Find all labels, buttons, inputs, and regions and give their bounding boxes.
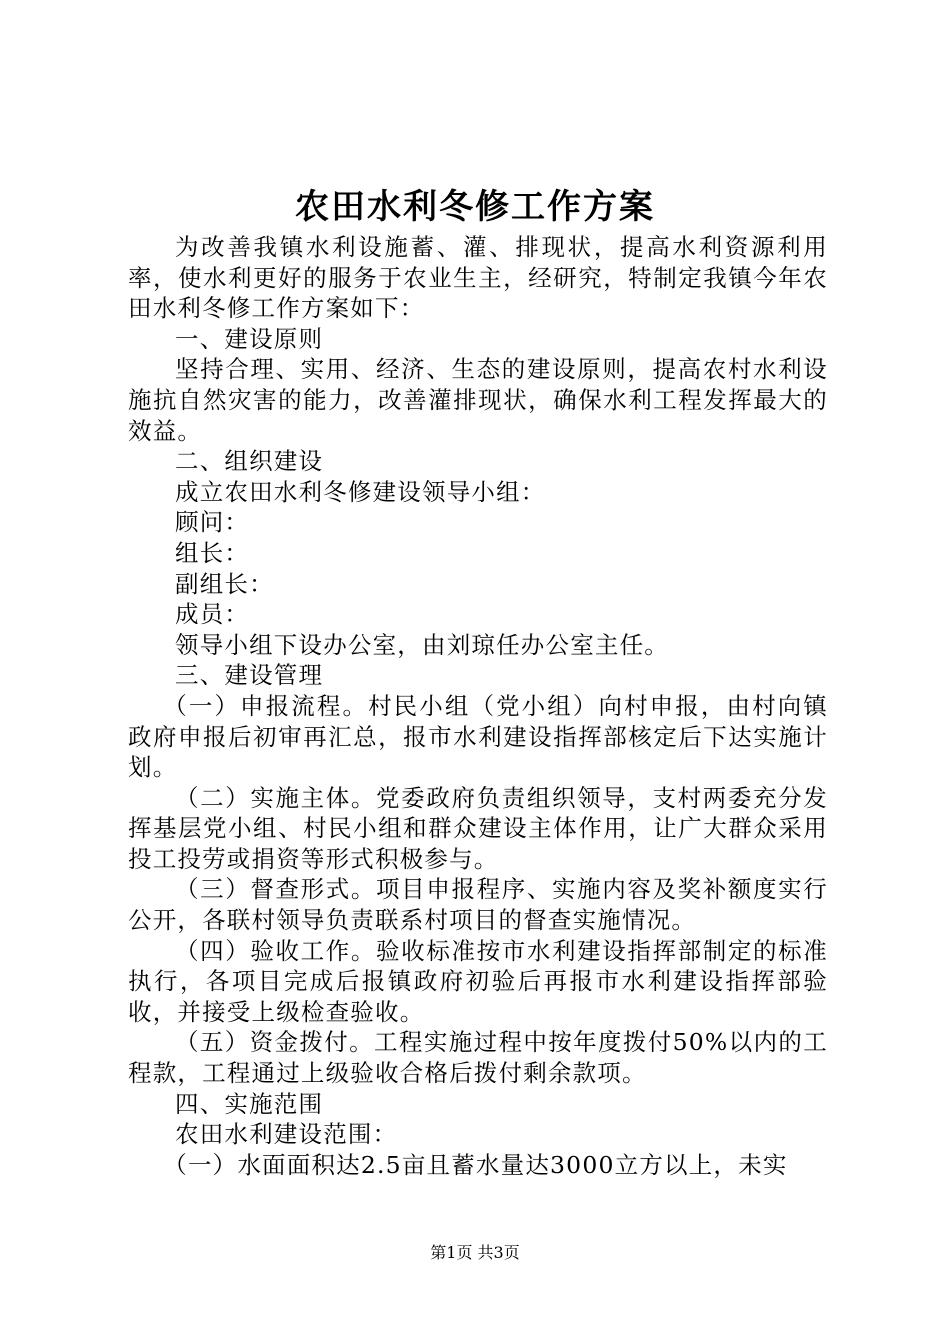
paragraph-intro: 为改善我镇水利设施蓄、灌、排现状，提高水利资源利用率，使水利更好的服务于农业生主，经研究，特制定我镇今年农田水利冬修工作方案如下： [128,233,828,323]
paragraph-application-process: （一）申报流程。村民小组（党小组）向村申报，由村向镇政府申报后初审再汇总，报市水利建设指挥部核定后下达实施计划。 [128,691,828,782]
paragraph-supervision: （三）督查形式。项目申报程序、实施内容及奖补额度实行公开，各联村领导负责联系村项目的督查实施情况。 [128,875,828,935]
paragraph-acceptance: （四）验收工作。验收标准按市水利建设指挥部制定的标准执行，各项目完成后报镇政府初验后再报市水利建设指挥部验收，并接受上级检查验收。 [128,936,828,1026]
heading-organization: 二、组织建设 [175,447,324,476]
paragraph-funding: （五）资金拨付。工程实施过程中按年度拨付50%以内的工程款，工程通过上级验收合格后拨付剩余款项。 [128,1028,828,1088]
paragraph-leading-group: 成立农田水利冬修建设领导小组： [175,477,546,506]
document-body [128,232,828,1180]
line-members: 成员： [175,600,250,629]
paragraph-implementation-body: （二）实施主体。党委政府负责组织领导，支村两委充分发挥基层党小组、村民小组和群众建设主体作用，让广大群众采用投工投劳或捐资等形式积极参与。 [128,783,828,873]
paragraph-office: 领导小组下设办公室，由刘琼任办公室主任。 [175,630,669,659]
heading-principles: 一、建设原则 [175,324,324,353]
line-deputy-leader: 副组长： [175,569,274,598]
page-footer: 第1页 共3页 [430,1243,520,1262]
heading-management: 三、建设管理 [175,661,324,690]
paragraph-scope-intro: 农田水利建设范围： [175,1120,398,1149]
paragraph-scope-item-1: （一）水面面积达2.5亩且蓄水量达3000立方以上，未实 [163,1150,788,1179]
heading-scope: 四、实施范围 [175,1089,324,1118]
paragraph-principles: 坚持合理、实用、经济、生态的建设原则，提高农村水利设施抗自然灾害的能力，改善灌排现状，确保水利工程发挥最大的效益。 [128,355,828,445]
document-title: 农田水利冬修工作方案 [295,187,655,227]
line-leader: 组长： [175,538,250,567]
line-advisor: 顾问： [175,508,250,537]
